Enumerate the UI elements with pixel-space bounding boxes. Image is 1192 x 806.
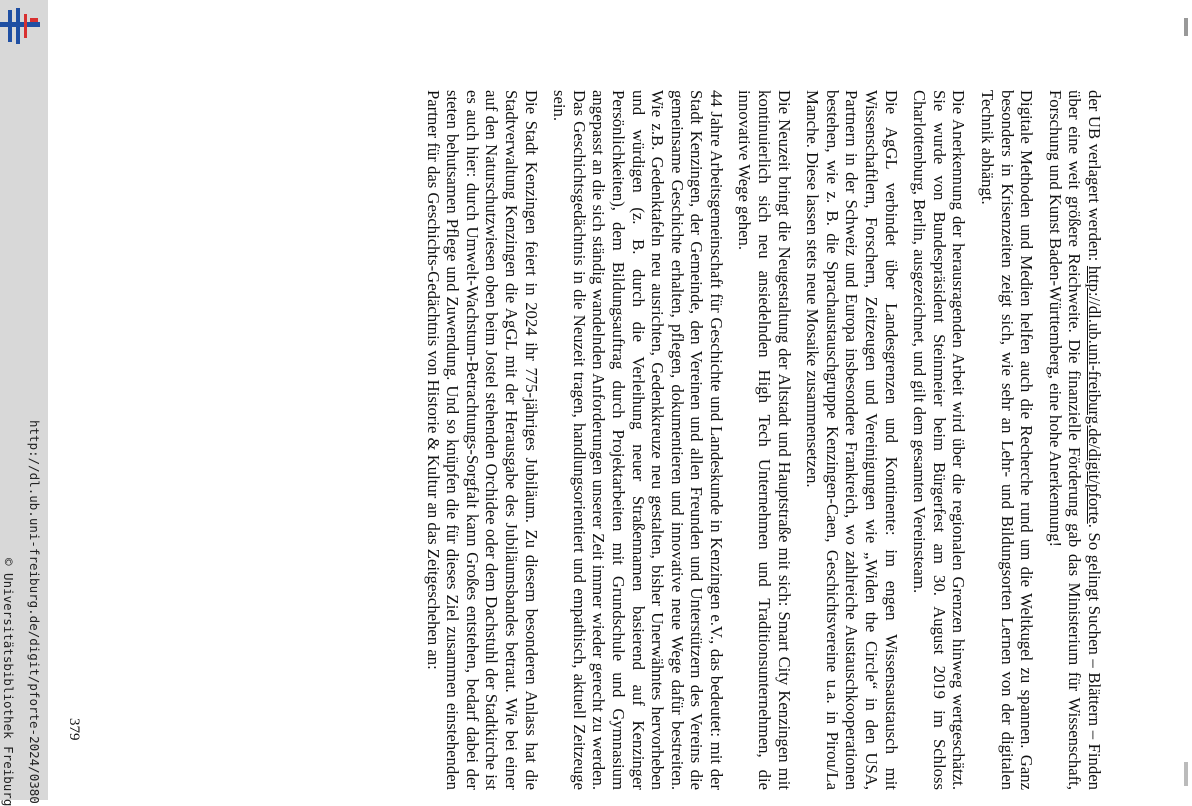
- paragraph-1: [1045, 90, 1104, 790]
- scanned-page-text: [114, 90, 1104, 790]
- paragraph-3: Die Anerkennung der herausragenden Arbeit wird über die regionalen Grenzen hinweg wertgeschätzt. Sie wurde von Bundespräsident Steinmeier beim Bürgerfest am 30. August 2019 im Schloss Charlottenburg, Berlin, ausgezeichnet, und gilt dem gesamten Vereinsteam.: [910, 90, 969, 790]
- paragraph-7: Die Stadt Kenzingen feiert in 2024 ihr 775-jähriges Jubiläum. Zu diesem besonderen Anlass hat die Stadtverwaltung Kenzingen die AgGL mit der Herausgabe des Jubiläumsbandes betraut. Wie bei einer auf den Naturschutzwiesen oben beim Jostel stehenden Orchidee oder dem Dachstuhl der Stadtkirche ist es auch hier: durch Umwelt-Wachstum-Betrachtungs-Sorgfalt kann Großes entstehen, bedarf dabei der steten behutsamen Pflege und Zuwendung. Und so knüpfen die für dieses Ziel zusammen einstehenden Partner für das Geschichts-Gedächtnis von Historie & Kultur an das Zeitgeschehen an:: [423, 90, 541, 790]
- digit-pforte-link[interactable]: http://dl.ub.uni-freiburg.de/digit/pforte: [1085, 265, 1104, 524]
- scrollbar-bottom-marker[interactable]: [1184, 762, 1188, 786]
- ub-freiburg-logo-icon: [0, 8, 40, 44]
- scrollbar-top-marker[interactable]: [1184, 18, 1188, 36]
- paragraph-2: Digitale Methoden und Medien helfen auch die Recherche rund um die Weltkugel zu spannen. Ganz besonders in Krisenzeiten zeigt sich, wie sehr an Lehr- und Bildungsorten Lernen von der digitalen Technik abhängt.: [978, 90, 1037, 790]
- paragraph-6: 44 Jahre Arbeitsgemeinschaft für Geschichte und Landeskunde in Kenzingen e.V., das bedeutet: mit der Stadt Kenzingen, der Gemeinde, den Vereinen und allen Freunden und Unterstützern des Vereins die gemeinsame Geschichte erhalten, pflegen, dokumentieren und innovative neue Wege dafür bestreiten. Wie z.B. Gedenktafeln neu ausrichten, Gedenkkreuze neu gestalten, bisher Unerwähntes hervorheben und würdigen (z. B. durch die Verleihung neuer Straßennamen basierend auf Kenzinger Persönlichkeiten), dem Bildungsauftrag durch Projektarbeiten mit Grundschule und Gymnasium angepasst an die sich ständig wandelnden Anforderungen unserer Zeit immer wieder gerecht zu werden. Das Geschichtsgedächtnis in die Neuzeit tragen, handlungsorientiert und empathisch, aktuell Zeitzeuge sein.: [550, 90, 726, 790]
- paragraph-5: Die Neuzeit bringt die Neugestaltung der Altstadt und Hauptstraße mit sich: Smart City Kenzingen mit kontinuierlich sich neu ansiedelnden High Tech Unternehmen und Traditionsunternehmen, die innovative Wege gehen.: [735, 90, 794, 790]
- page-number: 379: [66, 718, 82, 741]
- viewer-side-strip: [0, 0, 48, 806]
- copyright-notice: © Universitätsbibliothek Freiburg: [1, 558, 16, 806]
- paragraph-4: Die AgGL verbindet über Landesgrenzen und Kontinente: im engen Wissensaustausch mit Wissenschaftlern, Forschern, Zeitzeugen und Vereinigungen wie „Widen the Circle“ in den USA, Partnern in der Schweiz und Europa insbesondere Frankreich, wo zahlreiche Austauschkooperationen bestehen, wie z. B. die Sprachaustauschgruppe Kenzingen-Caen, Geschichtsvereine u.a. in Pirou/La Manche. Diese lassen stets neue Mosaike zusammensetzen.: [803, 90, 901, 790]
- document-url[interactable]: http://dl.ub.uni-freiburg.de/digit/pforte-2024/0380: [27, 420, 42, 804]
- paragraph-1-start: der UB verlagert werden:: [1085, 90, 1104, 266]
- paragraph-1-end: . So gelingt Suchen – Blättern – Finden über eine weit größere Reichweite. Die finanzielle Förderung gab das Ministerium für Wissenschaft, Forschung und Kunst Baden-Württemberg, eine hohe Anerkennung!: [1045, 90, 1104, 790]
